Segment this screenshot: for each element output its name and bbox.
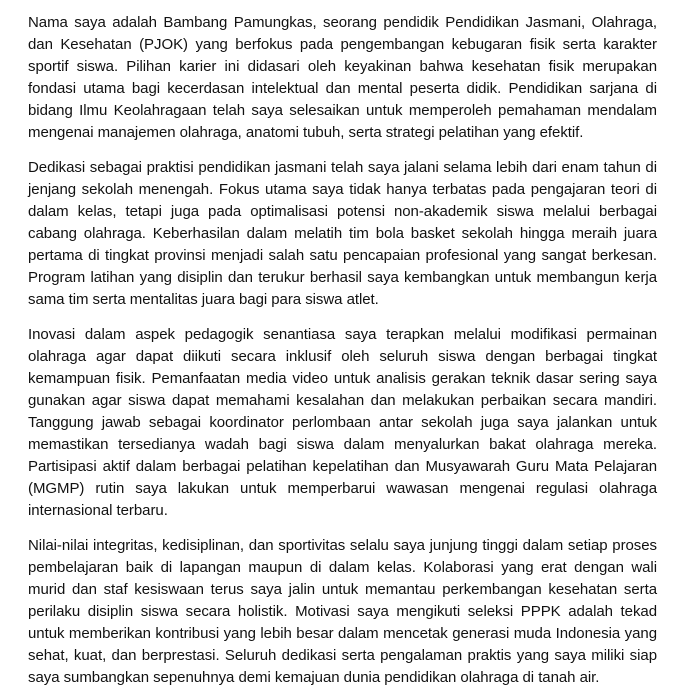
paragraph-2: Dedikasi sebagai praktisi pendidikan jasmani telah saya jalani selama lebih dari enam tahun di jenjang sekolah menengah. Fokus utama saya tidak hanya terbatas pada pengajaran teori di dalam kelas, tetapi juga pada optimalisasi potensi non-akademik siswa melalui berbagai cabang olahraga. Keberhasilan dalam melatih tim bola basket sekolah hingga meraih juara pertama di tingkat provinsi menjadi salah satu pencapaian profesional yang sangat berkesan. Program latihan yang disiplin dan terukur berhasil saya kembangkan untuk membangun kerja sama tim serta mentalitas juara bagi para siswa atlet. <box>28 159 657 308</box>
paragraph-3: Inovasi dalam aspek pedagogik senantiasa saya terapkan melalui modifikasi permainan olahraga agar dapat diikuti secara inklusif oleh seluruh siswa dengan berbagai tingkat kemampuan fisik. Pemanfaatan media video untuk analisis gerakan teknik dasar sering saya gunakan agar siswa dapat memahami kesalahan dan melakukan perbaikan secara mandiri. Tanggung jawab sebagai koordinator perlombaan antar sekolah juga saya jalankan untuk memastikan tersedianya wadah bagi siswa dalam menyalurkan bakat olahraga mereka. Partisipasi aktif dalam berbagai pelatihan kepelatihan dan Musyawarah Guru Mata Pelajaran (MGMP) rutin saya lakukan untuk memperbarui wawasan mengenai regulasi olahraga internasional terbaru. <box>28 326 657 519</box>
document-body <box>28 12 657 689</box>
paragraph-1: Nama saya adalah Bambang Pamungkas, seorang pendidik Pendidikan Jasmani, Olahraga, dan Kesehatan (PJOK) yang berfokus pada pengembangan kebugaran fisik serta karakter sportif siswa. Pilihan karier ini didasari oleh keyakinan bahwa kesehatan fisik merupakan fondasi utama bagi kecerdasan intelektual dan mental peserta didik. Pendidikan sarjana di bidang Ilmu Keolahragaan telah saya selesaikan untuk memperoleh pemahaman mendalam mengenai manajemen olahraga, anatomi tubuh, serta strategi pelatihan yang efektif. <box>28 14 657 141</box>
paragraph-4: Nilai-nilai integritas, kedisiplinan, dan sportivitas selalu saya junjung tinggi dalam setiap proses pembelajaran baik di lapangan maupun di dalam kelas. Kolaborasi yang erat dengan wali murid dan staf kesiswaan terus saya jalin untuk memantau perkembangan kesehatan serta perilaku disiplin siswa secara holistik. Motivasi saya mengikuti seleksi PPPK adalah tekad untuk memberikan kontribusi yang lebih besar dalam mencetak generasi muda Indonesia yang sehat, kuat, dan berprestasi. Seluruh dedikasi serta pengalaman praktis yang saya miliki siap saya sumbangkan sepenuhnya demi kemajuan dunia pendidikan olahraga di tanah air. <box>28 537 657 686</box>
